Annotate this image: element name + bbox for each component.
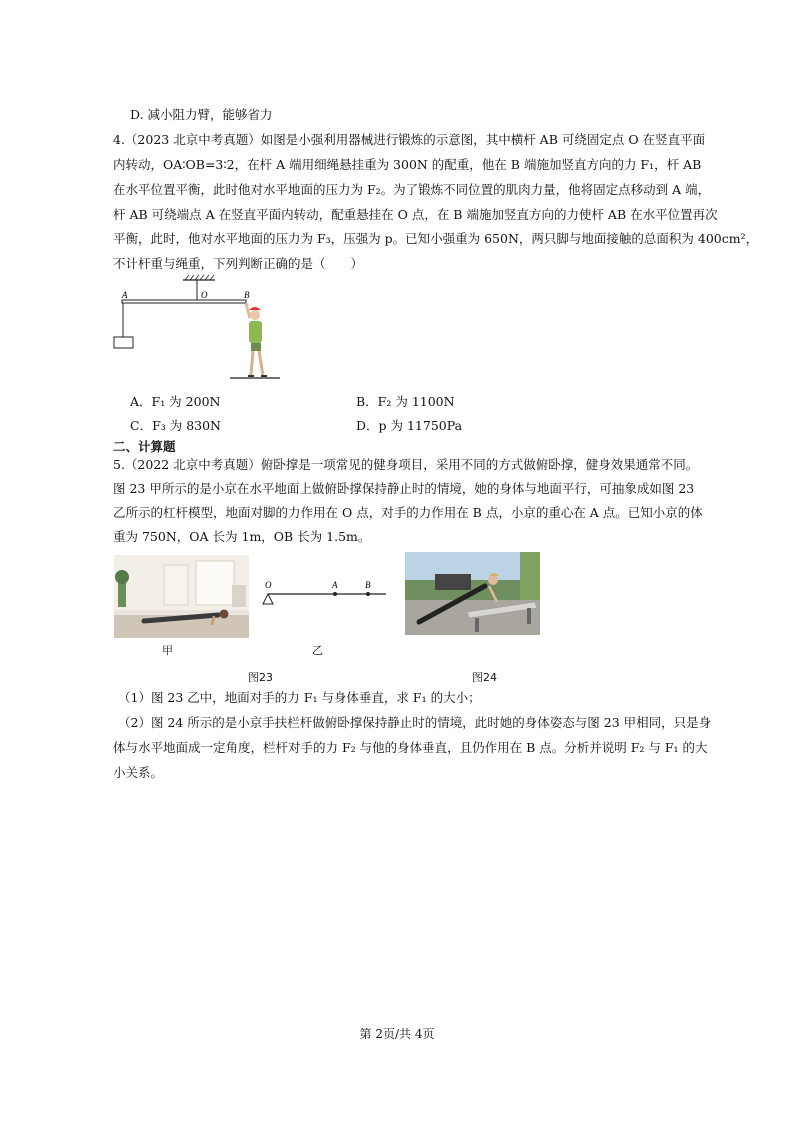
q4-line-1: 4.（2023 北京中考真题）如图是小强利用器械进行锻炼的示意图，其中横杆 AB 可绕固定点 O 在竖直平面	[113, 132, 706, 147]
q4-lever-figure	[105, 274, 295, 384]
caption-fig24: 图24	[472, 671, 497, 684]
q5-sub-1: （1）图 23 乙中，地面对手的力 F₁ 与身体垂直，求 F₁ 的大小；	[118, 690, 481, 705]
q4-line-3: 在水平位置平衡，此时他对水平地面的压力为 F₂。为了锻炼不同位置的肌肉力量，他将固定点移动到 A 端，	[113, 182, 711, 197]
q5-line-4: 重为 750N，OA 长为 1m，OB 长为 1.5m。	[113, 529, 371, 544]
label-b: B	[365, 580, 371, 590]
q5-line-3: 乙所示的杠杆模型，地面对脚的力作用在 O 点，对手的力作用在 B 点，小京的重心在 A 点。已知小京的体	[113, 505, 703, 520]
caption-yi: 乙	[312, 644, 323, 657]
label-b: B	[244, 290, 250, 300]
q5-sub-2-line-1: （2）图 24 所示的是小京手扶栏杆做俯卧撑保持静止时的情境，此时她的身体姿态与图 23 甲相同，只是身	[118, 715, 712, 730]
caption-fig23: 图23	[248, 671, 273, 684]
caption-jia: 甲	[162, 644, 173, 657]
q4-line-6: 不计杆重与绳重，下列判断正确的是（ ）	[113, 256, 364, 271]
label-a: A	[332, 580, 338, 590]
pushup-bench-photo	[405, 552, 540, 635]
page-footer: 第 2页/共 4页	[359, 1027, 435, 1041]
q3-option-d: D. 减小阻力臂，能够省力	[130, 107, 273, 122]
q4-line-4: 杆 AB 可绕端点 A 在竖直平面内转动，配重悬挂在 O 点，在 B 端施加竖直方向的力使杆 AB 在水平位置再次	[113, 207, 718, 222]
pushup-floor-photo	[114, 555, 249, 638]
q4-option-c: C．F₃ 为 830N	[130, 418, 221, 433]
q5-sub-2-line-2: 体与水平地面成一定角度，栏杆对手的力 F₂ 与他的身体垂直，且仍作用在 B 点。分析并说明 F₂ 与 F₁ 的大	[113, 740, 708, 755]
label-o: O	[265, 580, 272, 590]
q4-line-2: 内转动，OA∶OB=3∶2，在杆 A 端用细绳悬挂重为 300N 的配重，他在 B 端施加竖直方向的力 F₁，杆 AB	[113, 157, 702, 172]
label-a: A	[122, 290, 128, 300]
q4-option-a: A．F₁ 为 200N	[130, 394, 221, 409]
section-heading: 二、计算题	[113, 439, 176, 454]
q4-line-5: 平衡，此时，他对水平地面的压力为 F₃，压强为 p。已知小强重为 650N，两只脚与地面接触的总面积为 400cm²，	[113, 231, 759, 246]
q4-option-b: B．F₂ 为 1100N	[356, 394, 455, 409]
q5-line-2: 图 23 甲所示的是小京在水平地面上做俯卧撑保持静止时的情境，她的身体与地面平行，可抽象成如图 23	[113, 481, 695, 496]
person-figure	[246, 303, 267, 376]
q5-sub-2-line-3: 小关系。	[113, 765, 164, 780]
q5-line-1: 5.（2022 北京中考真题）俯卧撑是一项常见的健身项目，采用不同的方式做俯卧撑，健身效果通常不同。	[113, 457, 699, 472]
label-o: O	[201, 290, 208, 300]
q4-option-d: D．p 为 11750Pa	[356, 418, 463, 433]
pushup-lever-model	[258, 575, 393, 610]
